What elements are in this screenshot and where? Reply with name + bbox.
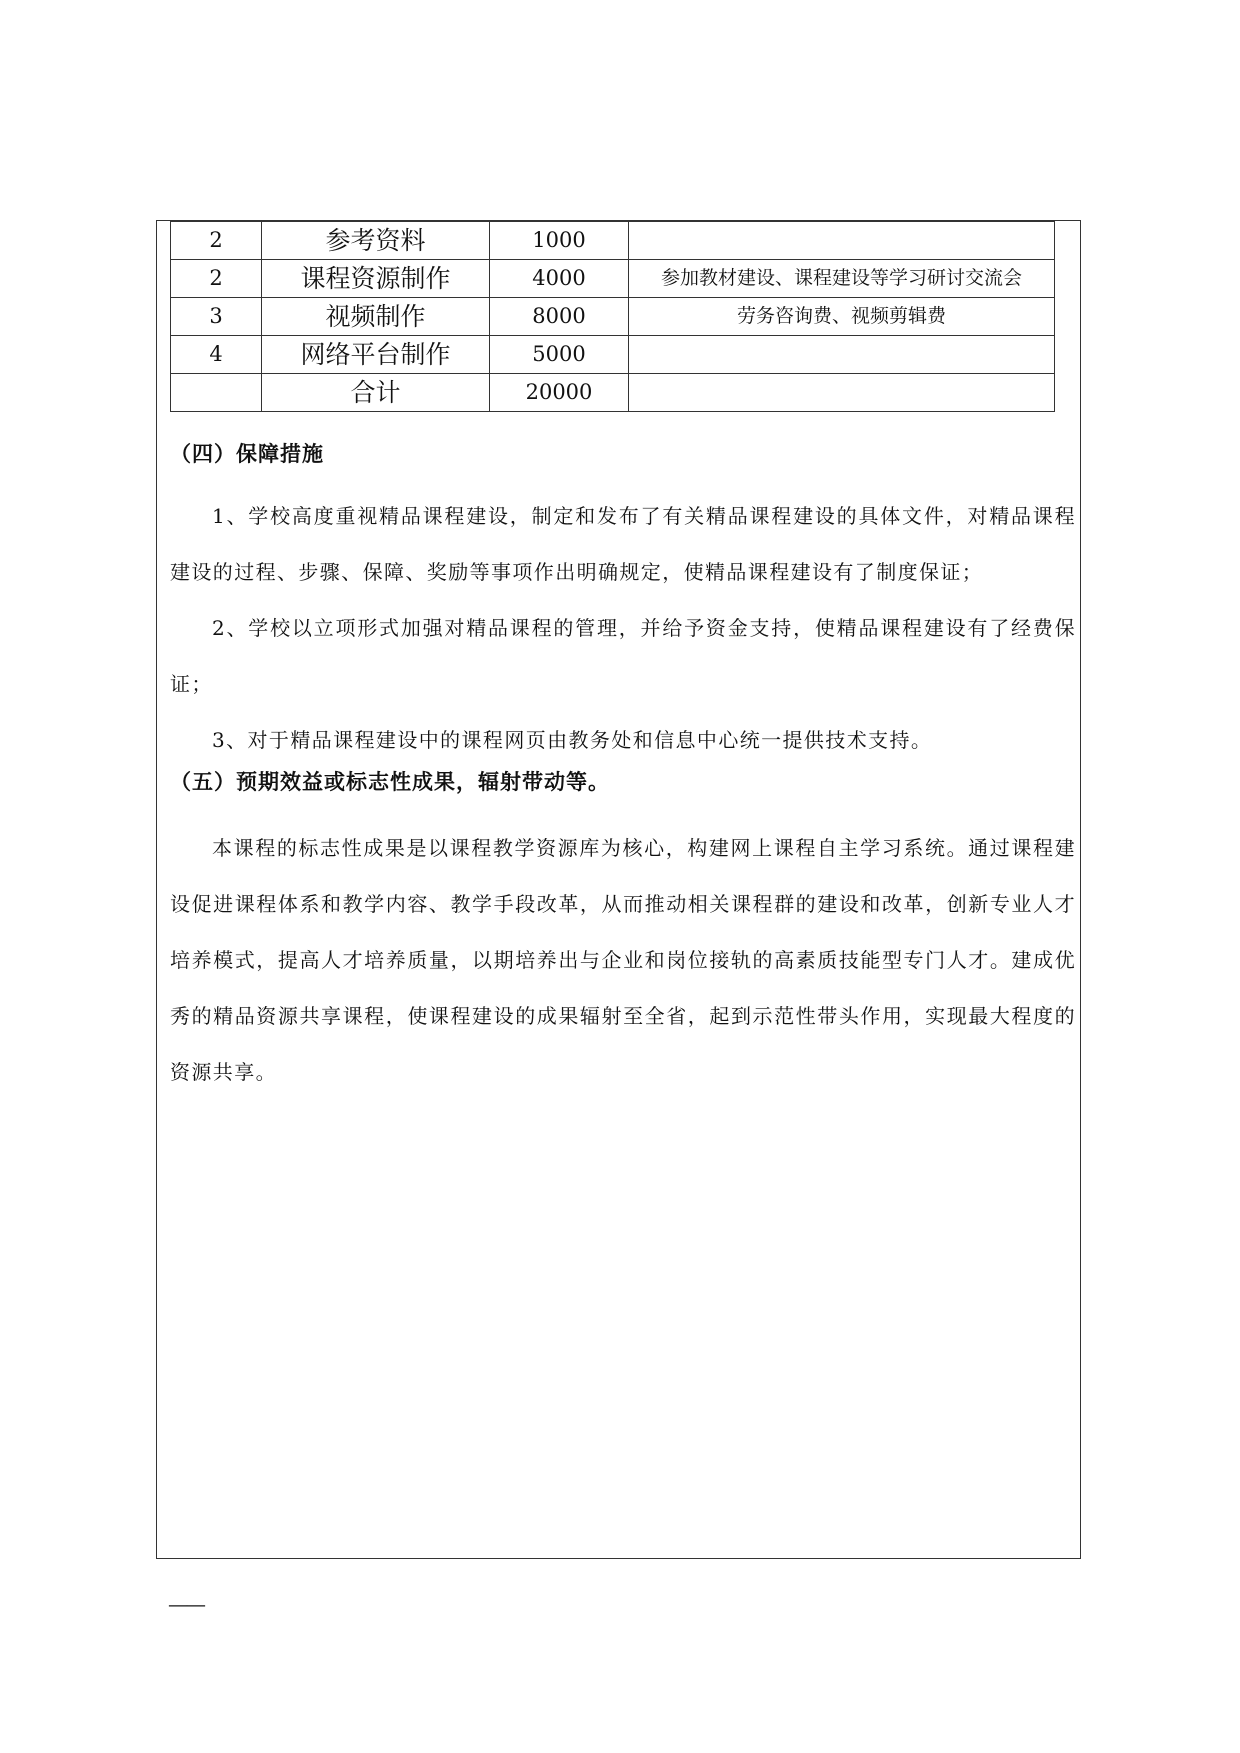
table-row [171,298,1055,336]
item-note [629,222,1055,260]
item-amount: 1000 [490,222,629,260]
item-note [629,336,1055,374]
row-number: 4 [171,336,262,374]
section-heading-safeguards: （四）保障措施 [170,442,324,466]
outcomes-paragraph: 本课程的标志性成果是以课程教学资源库为核心，构建网上课程自主学习系统。通过课程建设促进课程体系和教学内容、教学手段改革，从而推动相关课程群的建设和改革，创新专业人才培养模式，提高人才培养质量，以期培养出与企业和岗位接轨的高素质技能型专门人才。建成优秀的精品资源共享课程，使课程建设的成果辐射至全省，起到示范性带头作用，实现最大程度的资源共享。 [170,836,1076,1084]
safeguard-paragraph-3: 3、对于精品课程建设中的课程网页由教务处和信息中心统一提供技术支持。 [212,728,933,752]
row-number: 2 [171,260,262,298]
total-label: 合计 [262,374,490,412]
table-row [171,222,1055,260]
item-amount: 4000 [490,260,629,298]
item-name: 参考资料 [262,222,490,260]
footer-dash: —— [168,1592,204,1616]
table-row [171,260,1055,298]
row-number [171,374,262,412]
safeguard-paragraph-1: 1、学校高度重视精品课程建设，制定和发布了有关精品课程建设的具体文件，对精品课程建设的过程、步骤、保障、奖励等事项作出明确规定，使精品课程建设有了制度保证； [170,504,1076,584]
item-note: 劳务咨询费、视频剪辑费 [629,298,1055,336]
item-amount: 5000 [490,336,629,374]
table-row [171,336,1055,374]
safeguard-paragraph-2: 2、学校以立项形式加强对精品课程的管理，并给予资金支持，使精品课程建设有了经费保证； [170,616,1076,696]
section-heading-outcomes: （五）预期效益或标志性成果，辐射带动等。 [170,770,610,794]
item-note: 参加教材建设、课程建设等学习研讨交流会 [629,260,1055,298]
budget-table [170,221,1055,412]
item-amount: 8000 [490,298,629,336]
row-number: 2 [171,222,262,260]
row-number: 3 [171,298,262,336]
item-note [629,374,1055,412]
item-name: 课程资源制作 [262,260,490,298]
total-amount: 20000 [490,374,629,412]
table-row-total [171,374,1055,412]
item-name: 视频制作 [262,298,490,336]
item-name: 网络平台制作 [262,336,490,374]
